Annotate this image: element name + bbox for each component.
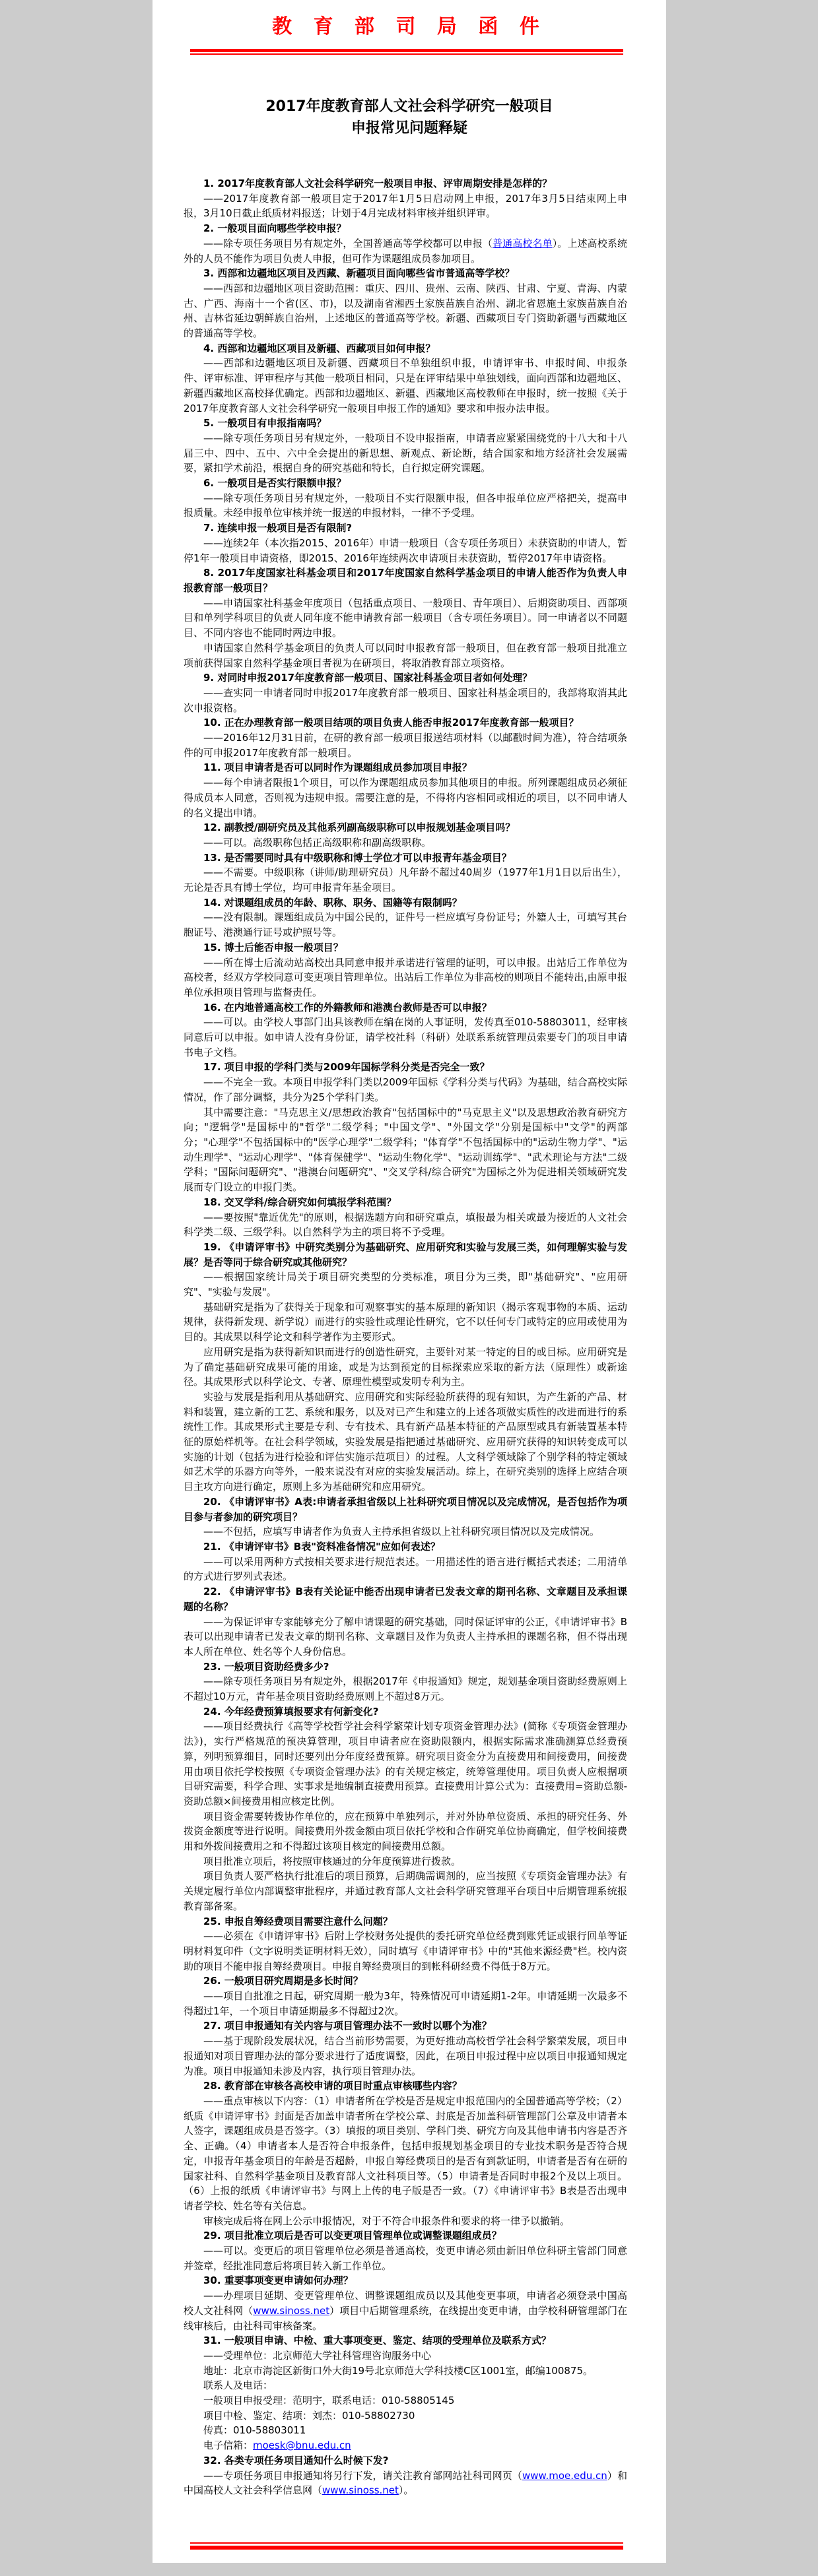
answer-paragraph: ——重点审核以下内容：（1）申请者所在学校是否是规定申报范围内的全国普通高等学校；（2）纸质《申请评审书》封面是否加盖申请者所在学校公章、封底是否加盖科研管理部门公章及申请者本人签字，课题组成员是否签字。（3）填报的项目类别、学科门类、研究方向及其他申请书内容是否齐全、正确。（4）申请者本人是否符合申报条件，包括申报规划基金项目的专业技术职务是否符合规定，申报青年基金项目的年龄是否超龄，申报自筹经费项目的是否有到款证明，申请者是否有在研的国家社科、自然科学基金项目及教育部人文社科项目等。（5）申请者是否同时申报2个及以上项目。（6）上报的纸质《申请评审书》与网上上传的电子版是否一致。（7）《申请评审书》B表是否出现申请者学校、姓名等有关信息。 (184, 2095, 627, 2212)
question-4: 4. 西部和边疆地区项目及新疆、西藏项目如何申报？ (203, 342, 436, 354)
answer-paragraph: ——除专项任务项目另有规定外，根据2017年《申报通知》规定，规划基金项目资助经费原则上不超过10万元，青年基金项目资助经费原则上不超过8万元。 (184, 1675, 627, 1703)
question-19: 19. 《申请评审书》中研究类别分为基础研究、应用研究和实验与发展三类，如何理解实验与发展？是否等同于综合研究或其他研究？ (184, 1240, 627, 1268)
answer-paragraph: 申请国家自然科学基金项目的负责人可以同时申报教育部一般项目，但在教育部一般项目批准立项前获得国家自然科学基金项目者视为在研项目，将取消教育部立项资格。 (184, 641, 627, 669)
question-12: 12. 副教授/副研究员及其他系列副高级职称可以申报规划基金项目吗？ (203, 821, 516, 834)
question-7: 7. 连续申报一般项目是否有限制? (203, 522, 353, 534)
answer-paragraph: ——项目自批准之日起，研究周期一般为3年，特殊情况可申请延期1-2年。申请延期一次最多不得超过1年，一个项目申请延期最多不得超过2次。 (184, 1990, 627, 2017)
answer-paragraph: ——查实同一申请者同时申报2017年度教育部一般项目、国家社科基金项目的，我部将取消其此次申报资格。 (184, 686, 627, 714)
answer-paragraph: 电子信箱：moesk@bnu.edu.cn (203, 2439, 351, 2452)
answer-paragraph: ——要按照"靠近优先"的原则，根据选题方向和研究重点，填报最为相关或最为接近的人文社会科学类二级、三级学科。以自然科学为主的项目将不予受理。 (184, 1211, 627, 1239)
question-3: 3. 西部和边疆地区项目及西藏、新疆项目面向哪些省市普通高等学校？ (203, 267, 515, 280)
answer-paragraph: ——西部和边疆地区项目资助范围：重庆、四川、贵州、云南、陕西、甘肃、宁夏、青海、内蒙古、广西、海南十一个省(区、市)，以及湖南省湘西土家族苗族自治州、湖北省恩施土家族苗族自治州、吉林省延边朝鲜族自治州，上述地区的普通高等学校。新疆、西藏项目专门资助新疆与西藏地区的普通高等学校。 (184, 282, 627, 340)
answer-paragraph: ——除专项任务项目另有规定外，一般项目不设申报指南，申请者应紧紧围绕党的十八大和十八届三中、四中、五中、六中全会提出的新思想、新观点、新论断，结合国家和地方经济社会发展需要，紧扣学术前沿，根据自身的研究基础和特长，自行拟定研究课题。 (184, 432, 627, 474)
answer-paragraph: 基础研究是指为了获得关于现象和可观察事实的基本原理的新知识（揭示客观事物的本质、运动规律，获得新发现、新学说）而进行的实验性或理论性研究，它不以任何专门或特定的应用或使用为目的。其成果以科学论文和科学著作为主要形式。 (184, 1301, 627, 1343)
letterhead-rule-thin (190, 53, 623, 55)
answer-paragraph: ——可以采用两种方式按相关要求进行规范表述。一用描述性的语言进行概括式表述；二用清单的方式进行罗列式表述。 (184, 1555, 627, 1583)
question-30: 30. 重要事项变更申请如何办理？ (203, 2274, 353, 2287)
document-title-line2: 申报常见问题释疑 (351, 120, 467, 137)
answer-paragraph: ——根据国家统计局关于项目研究类型的分类标准，项目分为三类，即"基础研究"、"应用研究"、"实验与发展"。 (184, 1271, 627, 1299)
answer-paragraph: 一般项目申报受理：范明宇，联系电话：010-58805145 (203, 2395, 455, 2407)
answer-paragraph: ——连续2年（本次指2015、2016年）申请一般项目（含专项任务项目）未获资助的申请人，暂停1年一般项目申请资格，即2015、2016年连续两次申请项目未获资助，暂停2017年申请资格。 (184, 536, 627, 564)
answer-paragraph: 审核完成后将在网上公示申报情况，对于不符合申报条件和要求的将一律予以撤销。 (203, 2214, 570, 2227)
question-32: 32. 各类专项任务项目通知什么时候下发? (203, 2454, 389, 2466)
question-6: 6. 一般项目是否实行限额申报？ (203, 477, 347, 490)
answer-paragraph: ——所在博士后流动站高校出具同意申报并承诺进行管理的证明，可以申报。出站后工作单位为高校者，经双方学校同意可变更项目管理单位。出站后工作单位为非高校的则项目不能转出,由原申报单位承担项目管理与监督责任。 (184, 956, 627, 998)
answer-paragraph: ——受理单位：北京师范大学社科管理咨询服务中心 (203, 2349, 432, 2362)
answer-paragraph: 项目批准立项后，将按照审核通过的分年度预算进行拨款。 (203, 1855, 461, 1867)
question-1: 1. 2017年度教育部人文社会科学研究一般项目申报、评审周期安排是怎样的？ (203, 177, 553, 189)
answer-paragraph: ——可以。变更后的项目管理单位必须是普通高校，变更申请必须由新旧单位科研主管部门同意并签章，经批准同意后将项目转入新工作单位。 (184, 2245, 627, 2272)
question-9: 9. 对同时申报2017年度教育部一般项目、国家社科基金项目者如何处理？ (203, 672, 533, 684)
document-title-line1: 2017年度教育部人文社会科学研究一般项目 (265, 98, 553, 115)
answer-paragraph: 项目资金需要转拨协作单位的，应在预算中单独列示，并对外协单位资质、承担的研究任务、外拨资金额度等进行说明。间接费用外拨金额由项目依托学校和合作研究单位协商确定，但学校间接费用和外拨间接费用之和不得超过该项目核定的间接费用总额。 (184, 1810, 627, 1853)
question-25: 25. 申报自筹经费项目需要注意什么问题？ (203, 1915, 393, 1927)
answer-paragraph: ——不完全一致。本项目申报学科门类以2009年国标《学科分类与代码》为基础，结合高校实际情况，作了部分调整，共分为25个学科门类。 (184, 1076, 627, 1103)
question-11: 11. 项目申请者是否可以同时作为课题组成员参加项目申报？ (203, 761, 472, 774)
answer-paragraph: ——项目经费执行《高等学校哲学社会科学繁荣计划专项资金管理办法》(简称《专项资金管理办法》)，实行严格规范的预决算管理，项目申请者应在资助限额内，根据实际需求准确测算总经费预算，列明预算细目，同时还要列出分年度经费预算。研究项目资金分为直接费用和间接费用，间接费用由项目依托学校按照《专项资金管理办法》的有关规定核定，统筹管理使用。项目负责人应根据项目研究需要，科学合理、实事求是地编制直接费用预算。直接费用计算公式为：直接费用=资助总额-资助总额×间接费用相应核定比例。 (184, 1720, 627, 1807)
answer-paragraph: ——申请国家社科基金年度项目（包括重点项目、一般项目、青年项目）、后期资助项目、西部项目和单列学科项目的负责人同年度不能申请教育部一般项目（含专项任务项目）。同一申请者以不同题目、不同内容也不能同时两边申报。 (184, 596, 627, 639)
question-23: 23. 一般项目资助经费多少? (203, 1660, 329, 1673)
answer-paragraph: 联系人及电话： (203, 2379, 273, 2392)
answer-paragraph: 应用研究是指为获得新知识而进行的创造性研究，主要针对某一特定的目的或目标。应用研究是为了确定基础研究成果可能的用途，或是为达到预定的目标探索应采取的新方法（原理性）或新途径。其成果形式以科学论文、专著、原理性模型或发明专利为主。 (184, 1345, 627, 1388)
question-18: 18. 交叉学科/综合研究如何填报学科范围？ (203, 1196, 397, 1208)
question-28: 28. 教育部在审核各高校申请的项目时重点审核哪些内容？ (203, 2080, 462, 2092)
answer-paragraph: ——2016年12月31日前，在研的教育部一般项目报送结项材料（以邮戳时间为准），符合结项条件的可申报2017年度教育部一般项目。 (184, 732, 627, 759)
answer-paragraph: ——2017年度教育部一般项目定于2017年1月5日启动网上申报，2017年3月5日结束网上申报，3月10日截止纸质材料报送；计划于4月完成材料审核并组织评审。 (184, 192, 627, 220)
inline-link[interactable]: www.moe.edu.cn (522, 2469, 607, 2482)
answer-paragraph: ——可以。高级职称包括正高级职称和副高级职称。 (203, 836, 432, 849)
letterhead-title: 教 育 部 司 局 函 件 (272, 15, 547, 38)
question-22: 22. 《申请评审书》B表有关论证中能否出现申请者已发表文章的期刊名称、文章题目及承担课题的名称？ (184, 1586, 627, 1613)
question-17: 17. 项目申报的学科门类与2009年国标学科分类是否完全一致？ (203, 1061, 490, 1074)
answer-paragraph: 项目中检、鉴定、结项：刘杰：010-58802730 (203, 2409, 415, 2422)
answer-paragraph: 项目负责人要严格执行批准后的项目预算，后期确需调剂的，应当按照《专项资金管理办法》有关规定履行单位内部调整审批程序，并通过教育部人文社会科学研究管理平台项目中后期管理系统报教育部备案。 (184, 1870, 627, 1912)
answer-paragraph: ——西部和边疆地区项目及新疆、西藏项目不单独组织申报，申请评审书、申报时间、申报条件、评审标准、评审程序与其他一般项目相同，只是在评审结果中单独划线，面向西部和边疆地区、新疆西藏地区高校择优确定。西部和边疆地区、新疆、西藏地区高校教师在申报时，统一按照《关于2017年度教育部人文社会科学研究一般项目申报工作的通知》要求和申报办法申报。 (184, 357, 627, 414)
answer-paragraph: ——每个申请者限报1个项目，可以作为课题组成员参加其他项目的申报。所列课题组成员必须征得成员本人同意，否则视为违规申报。需要注意的是，不得将内容相同或相近的项目，以不同申请人的名义提出申请。 (184, 777, 627, 819)
question-29: 29. 项目批准立项后是否可以变更项目管理单位或调整课题组成员？ (203, 2230, 502, 2242)
answer-paragraph: ——不包括，应填写申请者作为负责人主持承担省级以上社科研究项目情况以及完成情况。 (203, 1526, 600, 1538)
answer-paragraph: ——为保证评审专家能够充分了解申请课题的研究基础，同时保证评审的公正，《申请评审书》B表可以出现申请者已发表文章的期刊名称、文章题目及作为负责人主持承担的课题名称，但不得出现本人所在单位、姓名等个人身份信息。 (184, 1615, 627, 1658)
inline-link[interactable]: 普通高校名单 (493, 237, 553, 249)
answer-paragraph: ——必须在《申请评审书》后附上学校财务处提供的委托研究单位经费到账凭证或银行回单等证明材料复印件（文字说明类证明材料无效），同时填写《申请评审书》中的"其他来源经费"栏。校内资助的项目不能申报自筹经费项目。申报自筹经费项目的到帐科研经费不得低于8万元。 (184, 1930, 627, 1972)
answer-paragraph: 传真：010-58803011 (203, 2424, 306, 2437)
footer-rule-thick (190, 2546, 623, 2550)
question-31: 31. 一般项目申请、中检、重大事项变更、鉴定、结项的受理单位及联系方式？ (203, 2334, 551, 2347)
answer-paragraph: 地址：北京市海淀区新街口外大街19号北京师范大学科技楼C区1001室，邮编100875。 (203, 2364, 593, 2377)
answer-paragraph: ——办理项目延期、变更管理单位、调整课题组成员以及其他变更事项，申请者必须登录中国高校人文社科网（www.sinoss.net）项目中后期管理系统，在线提出变更申请，由学校科研管理部门在线审核后，由社科司审核备案。 (184, 2290, 627, 2332)
question-15: 15. 博士后能否申报一般项目？ (203, 941, 343, 953)
answer-paragraph: ——除专项任务项目另有规定外，一般项目不实行限额申报，但各申报单位应严格把关，提高申报质量。未经申报单位审核并统一报送的申报材料，一律不予受理。 (184, 492, 627, 519)
question-2: 2. 一般项目面向哪些学校申报？ (203, 222, 347, 235)
question-24: 24. 今年经费预算填报要求有何新变化? (203, 1705, 379, 1718)
answer-paragraph: ——没有限制。课题组成员为中国公民的，证件号一栏应填写身份证号；外籍人士，可填写其台胞证号、港澳通行证号或护照号等。 (184, 911, 627, 939)
inline-link[interactable]: www.sinoss.net (322, 2484, 399, 2497)
answer-paragraph: ——不需要。中级职称（讲师/助理研究员）凡年龄不超过40周岁（1977年1月1日以后出生），无论是否具有博士学位，均可申报青年基金项目。 (184, 866, 627, 894)
question-10: 10. 正在办理教育部一般项目结项的项目负责人能否申报2017年度教育部一般项目？ (203, 717, 579, 729)
inline-link[interactable]: www.sinoss.net (253, 2304, 330, 2317)
question-5: 5. 一般项目有申报指南吗？ (203, 417, 327, 430)
document-page (153, 0, 666, 2563)
footer-rule (190, 2542, 623, 2550)
answer-paragraph: ——可以。由学校人事部门出具该教师在编在岗的人事证明，发传真至010-58803011，经审核同意后可以申报。如申请人没有身份证，请学校社科（科研）处联系系统管理员索要专门的项目申请书电子文档。 (184, 1016, 627, 1058)
question-20: 20. 《申请评审书》A表:申请者承担省级以上社科研究项目情况以及完成情况，是否包括作为项目参与者参加的研究项目？ (184, 1495, 627, 1523)
answer-paragraph: 其中需要注意："马克思主义/思想政治教育"包括国标中的"马克思主义"以及思想政治教育研究方向；"逻辑学"是国标中的"哲学"二级学科；"中国文学"、"外国文学"分别是国标中"文学"的两部分；"心理学"不包括国标中的"医学心理学"二级学科；"体育学"不包括国标中的"运动生物力学"、"运动生理学"、"运动心理学"、"体育保健学"、"运动生物化学"、"运动训练学"、"武术理论与方法"二级学科；"国际问题研究"、"港澳台问题研究"、"交叉学科/综合研究"为国标之外为促进相关领域研究发展而专门设立的申报门类。 (184, 1106, 627, 1194)
question-13: 13. 是否需要同时具有中级职称和博士学位才可以申报青年基金项目？ (203, 851, 512, 864)
question-26: 26. 一般项目研究周期是多长时间？ (203, 1975, 363, 1987)
inline-link[interactable]: moesk@bnu.edu.cn (253, 2439, 351, 2452)
question-27: 27. 项目申报通知有关内容与项目管理办法不一致时以哪个为准？ (203, 2020, 492, 2032)
answer-paragraph: 实验与发展是指利用从基础研究、应用研究和实际经验所获得的现有知识，为产生新的产品、材料和装置，建立新的工艺、系统和服务，以及对已产生和建立的上述各项做实质性的改进而进行的系统性工作。其成果形式主要是专利、专有技术、具有新产品基本特征的产品原型或具有新装置基本特征的原始样机等。在社会科学领域，实验发展是指把通过基础研究、应用研究获得的知识转变成可以实施的计划（包括为进行检验和评估实施示范项目）的过程。人文科学领域除了个别学科的特定领域如艺术学的乐器方向等外，一般来说没有对应的实验发展活动。综上，在研究类别的选择上应结合项目主攻方向进行确定，原则上多为基础研究和应用研究。 (184, 1390, 627, 1493)
letterhead-rule (190, 49, 623, 55)
question-21: 21. 《申请评审书》B表"资料准备情况"应如何表述？ (203, 1540, 440, 1553)
answer-paragraph: ——专项任务项目申报通知将另行下发，请关注教育部网站社科司网页（www.moe.edu.cn）和中国高校人文社会科学信息网（www.sinoss.net）。 (184, 2469, 627, 2497)
answer-paragraph: ——基于现阶段发展状况，结合当前形势需要，为更好推动高校哲学社会科学繁荣发展，项目申报通知对项目管理办法的部分要求进行了适度调整，因此，在项目申报过程中应以项目申报通知规定为准。项目申报通知未涉及内容，执行项目管理办法。 (184, 2035, 627, 2077)
answer-paragraph: ——除专项任务项目另有规定外，全国普通高等学校都可以申报（普通高校名单）。上述高校系统外的人员不能作为项目负责人申报，但可作为课题组成员参加项目。 (184, 237, 627, 265)
qa-list (184, 176, 627, 2498)
question-8: 8. 2017年度国家社科基金项目和2017年度国家自然科学基金项目的申请人能否作为负责人申报教育部一般项目？ (184, 567, 627, 594)
question-16: 16. 在内地普通高校工作的外籍教师和港澳台教师是否可以申报？ (203, 1001, 492, 1014)
document-title (179, 96, 640, 139)
question-14: 14. 对课题组成员的年龄、职称、职务、国籍等有限制吗？ (203, 896, 462, 909)
